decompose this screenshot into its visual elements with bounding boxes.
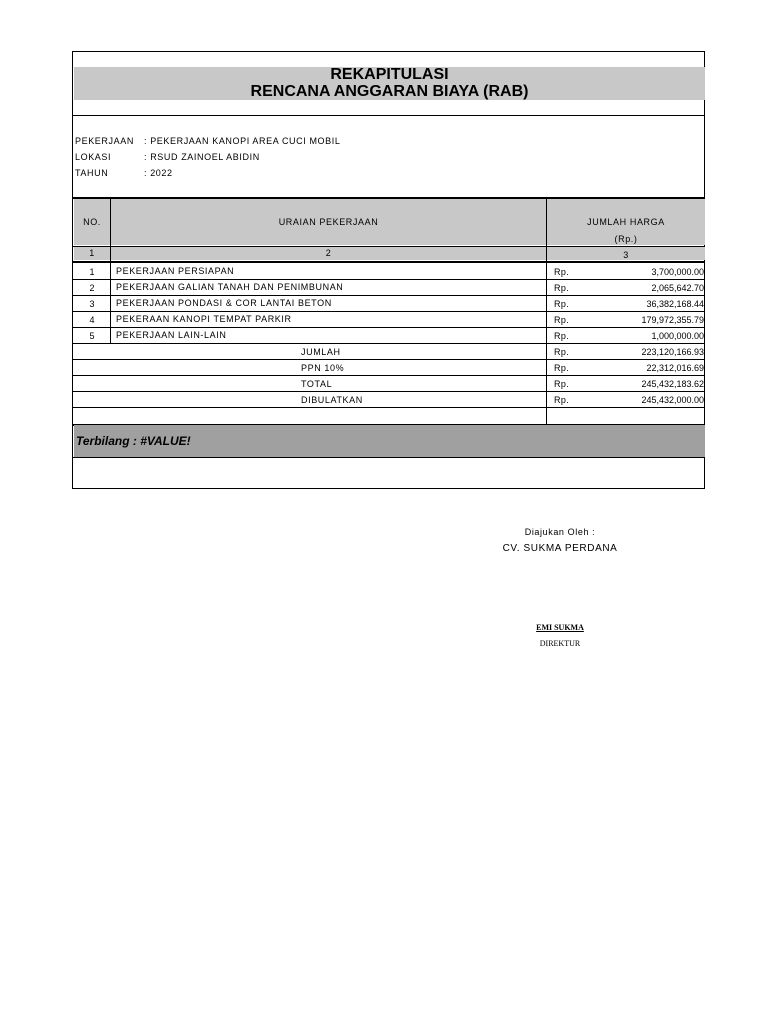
header-jumlah-harga: JUMLAH HARGA [587,217,665,227]
table-row-rp: Rp. [554,331,570,341]
row-divider [72,295,705,296]
summary-label-dibulatkan: DIBULATKAN [301,395,363,405]
header-uraian: URAIAN PEKERJAAN [278,217,379,227]
table-row-rp: Rp. [554,299,570,309]
summary-label-jumlah: JUMLAH [301,347,341,357]
row-divider [72,375,705,376]
summary-rp: Rp. [554,395,570,405]
doc-title-line1: REKAPITULASI [330,66,449,83]
table-row-desc: PEKERAAN KANOPI TEMPAT PARKIR [116,314,292,324]
summary-amount-total: 245,432,183.62 [641,379,704,389]
summary-rp: Rp. [554,347,570,357]
info-value-pekerjaan: : PEKERJAAN KANOPI AREA CUCI MOBIL [144,136,341,146]
table-row-rp: Rp. [554,267,570,277]
info-label-lokasi: LOKASI [75,152,112,162]
summary-rp: Rp. [554,363,570,373]
header-divider [72,246,705,247]
col-number-1: 1 [89,248,95,258]
summary-amount-dibulatkan: 245,432,000.00 [641,395,704,405]
row-divider [72,279,705,280]
table-row-no: 2 [89,283,95,293]
header-no: NO. [83,217,101,227]
terbilang-text: Terbilang : #VALUE! [76,434,191,448]
table-row-desc: PEKERJAAN PERSIAPAN [116,266,235,276]
info-label-pekerjaan: PEKERJAAN [75,136,134,146]
table-top-border [72,197,705,199]
column-number-divider [72,261,705,263]
table-row-no: 3 [89,299,95,309]
table-row-amount: 3,700,000.00 [651,267,704,277]
table-row-amount: 36,382,168.44 [646,299,704,309]
table-row-desc: PEKERJAAN GALIAN TANAH DAN PENIMBUNAN [116,282,344,292]
table-row-desc: PEKERJAAN PONDASI & COR LANTAI BETON [116,298,332,308]
table-row-no: 5 [89,331,95,341]
summary-rp: Rp. [554,379,570,389]
row-divider [72,391,705,392]
table-row-amount: 2,065,642.70 [651,283,704,293]
summary-label-total: TOTAL [301,379,333,389]
summary-label-ppn: PPN 10% [301,363,345,373]
table-row-rp: Rp. [554,315,570,325]
submitted-by-label: Diajukan Oleh : [524,527,596,537]
col-number-2: 2 [325,248,332,258]
header-unit: (Rp.) [614,234,638,244]
table-row-no: 4 [89,315,95,325]
row-divider [72,407,705,408]
summary-amount-jumlah: 223,120,166.93 [641,347,704,357]
table-row-no: 1 [89,267,95,277]
signatory-name: EMI SUKMA [536,623,584,632]
info-value-lokasi: : RSUD ZAINOEL ABIDIN [144,152,260,162]
table-row-amount: 1,000,000.00 [651,331,704,341]
company-name: CV. SUKMA PERDANA [502,543,618,554]
signatory-position: DIREKTUR [539,639,581,648]
row-divider [72,359,705,360]
table-row-rp: Rp. [554,283,570,293]
summary-amount-ppn: 22,312,016.69 [646,363,704,373]
info-value-tahun: : 2022 [144,168,173,178]
info-label-tahun: TAHUN [75,168,109,178]
doc-title-line2: RENCANA ANGGARAN BIAYA (RAB) [250,83,529,100]
col-number-3: 3 [623,250,629,260]
table-row-amount: 179,972,355.79 [641,315,704,325]
table-row-desc: PEKERJAAN LAIN-LAIN [116,330,227,340]
terbilang-bottom-border [72,457,705,458]
row-divider [72,311,705,312]
row-divider [72,327,705,328]
row-divider [72,343,705,344]
divider [72,115,705,116]
